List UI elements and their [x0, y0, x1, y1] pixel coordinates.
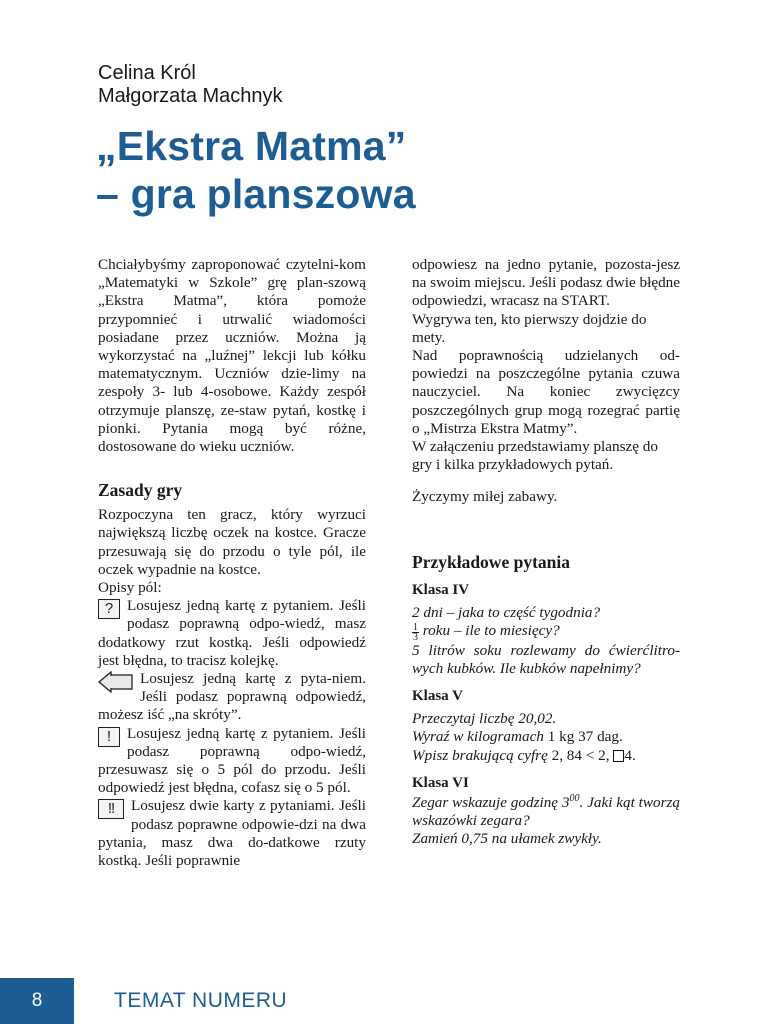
examples-heading: Przykładowe pytania	[412, 551, 570, 572]
klasa-vi-q1: Zegar wskazuje godzinę $3^{00}$. Jaki kąt tworzą wskazówki zegara?	[412, 792, 680, 830]
title-line-2: – gra planszowa	[96, 171, 416, 217]
klasa-iv-heading: Klasa IV	[412, 581, 470, 598]
exclamation-icon: !	[98, 727, 120, 747]
klasa-v-q3: Wpisz brakującą cyfrę 2, 84 < 2, 4.	[412, 746, 636, 764]
double-exclamation-icon: !!	[98, 799, 124, 819]
fraction: $\frac{1}{3}$	[413, 621, 418, 643]
article-title	[96, 122, 416, 218]
author-1: Celina Król	[98, 62, 196, 84]
field-shortcut	[98, 670, 366, 725]
field-double-exclamation-text: Losujesz dwie karty z pytaniami. Jeśli podasz poprawne odpowie-dzi na dwa pytania, masz dwa do-datkowe rzuty kostką. Jeśli poprawnie	[98, 797, 366, 870]
left-column	[98, 256, 366, 870]
continued-text: odpowiesz na jedno pytanie, pozosta-jesz na swoim miejscu. Jeśli podasz dwie błędne odpowiedzi, wracasz na START.	[412, 256, 680, 310]
field-exclamation-text: Losujesz jedną kartę z pytaniem. Jeśli podasz poprawną odpo-wiedź, przesuwasz się o 5 pól do przodu. Jeśli odpowiedź jest błędna, cofasz się o 5 pól.	[98, 724, 366, 797]
field-exclamation	[98, 725, 366, 798]
klasa-iv-q3: 5 litrów soku rozlewamy do ćwierćlitro-wych kubków. Ile kubków napełnimy?	[412, 641, 680, 678]
question-mark-icon: ?	[98, 599, 120, 619]
klasa-v-q1: Przeczytaj liczbę 20,02.	[412, 710, 557, 728]
author-2: Małgorzata Machnyk	[98, 85, 283, 107]
klasa-iv-q2: $\frac{1}{3}$ roku – ile to miesięcy?	[413, 621, 560, 643]
klasa-v-q2: Wyraź w kilogramach 1 kg 37 dag.	[412, 728, 623, 746]
fields-label: Opisy pól:	[98, 579, 162, 597]
right-column	[412, 256, 680, 848]
page-number: 8	[0, 978, 74, 1024]
field-double-exclamation	[98, 797, 366, 870]
teacher-text: Nad poprawnością udzielanych od-powiedzi na poszczególne pytania czuwa nauczyciel. Na koniec zwycięzcy poszczególnych grup mogą rozegrać partię o „Mistrza Ekstra Matmy”.	[412, 347, 680, 437]
authors	[98, 62, 283, 108]
arrow-left-icon	[98, 671, 134, 693]
klasa-vi-heading: Klasa VI	[412, 774, 469, 791]
winner-text: Wygrywa ten, kto pierwszy dojdzie do mety.	[412, 310, 647, 346]
rules-text: Rozpoczyna ten gracz, który wyrzuci największą liczbę oczek na kostce. Gracze przesuwają się do przodu o tyle pól, ile oczek wypadnie na kostce.	[98, 506, 366, 578]
empty-box-icon	[613, 750, 624, 762]
field-shortcut-text: Losujesz jedną kartę z pyta-niem. Jeśli podasz poprawną odpowiedź, możesz iść „na skróty”.	[98, 670, 366, 724]
klasa-vi-q2: Zamień 0,75 na ułamek zwykły.	[412, 830, 602, 848]
klasa-iv-q1: 2 dni – jaka to część tygodnia?	[412, 603, 601, 621]
wishes-text: Życzymy miłej zabawy.	[412, 488, 558, 506]
field-question	[98, 597, 366, 670]
intro-paragraph: Chciałybyśmy zaproponować czytelni-kom „Matematyki w Szkole” grę plan-szową „Ekstra Matma”, która pomoże przypomnieć i utrwalić wiadomości posiadane przez uczniów. Można ją wykorzystać na „luźnej” lekcji lub kółku matematycznym. Uczniów dzie-limy na zespoły 3- lub 4-osobowe. Każdy zespół otrzymuje planszę, ze-staw pytań, kostkę i pionki. Pytania mogą być różne, dostosowane do wieku uczniów.	[98, 256, 366, 456]
title-line-1: „Ekstra Matma”	[96, 123, 407, 169]
section-label: TEMAT NUMERU	[114, 989, 288, 1012]
attachment-text: W załączeniu przedstawiamy planszę do gry i kilka przykładowych pytań.	[412, 438, 658, 474]
rules-heading: Zasady gry	[98, 480, 183, 501]
field-question-text: Losujesz jedną kartę z pytaniem. Jeśli podasz poprawną odpo-wiedź, masz dodatkowy rzut kostką. Jeśli odpowiedź jest błędna, to tracisz kolejkę.	[98, 597, 366, 669]
klasa-v-heading: Klasa V	[412, 688, 463, 705]
